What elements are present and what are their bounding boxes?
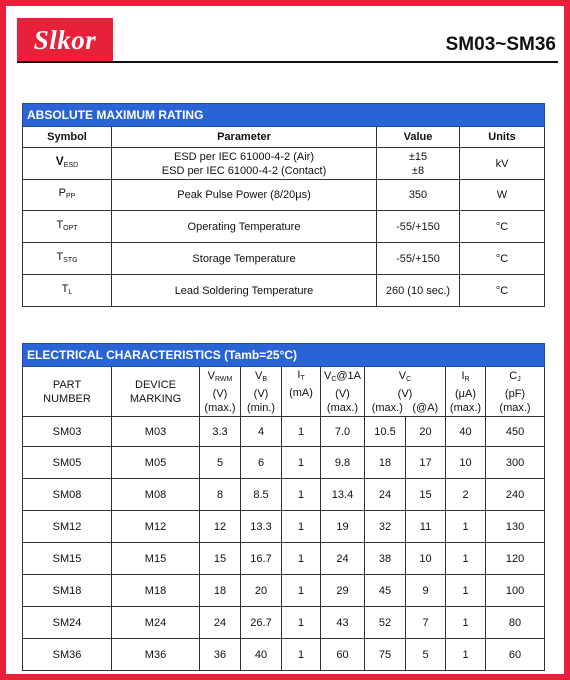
ec-cell-device-marking: M15 <box>112 543 200 575</box>
amr-parameter: Lead Soldering Temperature <box>112 275 377 307</box>
ec-row <box>23 447 545 479</box>
ec-cell-part-number: SM03 <box>23 417 112 447</box>
ec-cell-ir: 40 <box>446 417 486 447</box>
amr-col-units: Units <box>460 127 545 148</box>
amr-value: 350 <box>377 180 460 211</box>
ec-cell-it: 1 <box>282 479 321 511</box>
ec-cell-vc-current: 7 <box>406 607 446 639</box>
ec-cell-vrwm: 3.3 <box>200 417 241 447</box>
amr-row <box>23 180 545 211</box>
ec-cell-vrwm: 5 <box>200 447 241 479</box>
ec-cell-vc-at-1a: 60 <box>321 639 365 671</box>
ec-cell-vrwm: 15 <box>200 543 241 575</box>
ec-cell-ir: 1 <box>446 543 486 575</box>
ec-cell-device-marking: M03 <box>112 417 200 447</box>
ec-cell-part-number: SM05 <box>23 447 112 479</box>
ec-cell-device-marking: M24 <box>112 607 200 639</box>
ec-row <box>23 607 545 639</box>
ec-cell-vb: 20 <box>241 575 282 607</box>
amr-col-parameter: Parameter <box>112 127 377 148</box>
amr-unit: °C <box>460 243 545 275</box>
ec-cell-vc-max: 24 <box>365 479 406 511</box>
amr-unit: kV <box>460 148 545 180</box>
brand-logo: Slkor <box>17 18 113 62</box>
ec-row <box>23 417 545 447</box>
amr-row <box>23 211 545 243</box>
ec-cell-part-number: SM08 <box>23 479 112 511</box>
ec-cell-vc-max: 10.5 <box>365 417 406 447</box>
ec-cell-it: 1 <box>282 543 321 575</box>
ec-cell-ir: 1 <box>446 511 486 543</box>
amr-value: -55/+150 <box>377 243 460 275</box>
ec-cell-it: 1 <box>282 417 321 447</box>
ec-col-vb: $V_B$ (V) (min.) <box>241 367 282 417</box>
ec-cell-it: 1 <box>282 639 321 671</box>
header-divider <box>17 61 558 63</box>
electrical-characteristics-table <box>22 343 545 671</box>
page-title: SM03~SM36 <box>445 34 556 55</box>
ec-cell-vc-current: 20 <box>406 417 446 447</box>
ec-col-vc: $V_C$ (V) (max.) (@A) <box>365 367 446 417</box>
amr-symbol: $T_L$ <box>23 275 112 307</box>
ec-col-cj: $C_J$ (pF) (max.) <box>486 367 545 417</box>
ec-cell-vc-at-1a: 13.4 <box>321 479 365 511</box>
ec-cell-ir: 2 <box>446 479 486 511</box>
ec-cell-device-marking: M36 <box>112 639 200 671</box>
amr-row <box>23 148 545 180</box>
amr-parameter: Peak Pulse Power (8/20μs) <box>112 180 377 211</box>
ec-cell-cj: 120 <box>486 543 545 575</box>
ec-col-device-marking: DEVICE MARKING <box>112 367 200 417</box>
ec-cell-vb: 8.5 <box>241 479 282 511</box>
ec-cell-vc-max: 18 <box>365 447 406 479</box>
ec-col-vrwm: $V_{RWM}$ (V) (max.) <box>200 367 241 417</box>
ec-cell-it: 1 <box>282 511 321 543</box>
ec-col-vc-at-1a: $V_C@1A$ (V) (max.) <box>321 367 365 417</box>
amr-caption: ABSOLUTE MAXIMUM RATING <box>23 104 545 127</box>
amr-value: 260 (10 sec.) <box>377 275 460 307</box>
ec-cell-it: 1 <box>282 447 321 479</box>
ec-cell-vc-at-1a: 9.8 <box>321 447 365 479</box>
amr-row <box>23 243 545 275</box>
ec-cell-vb: 4 <box>241 417 282 447</box>
ec-cell-cj: 130 <box>486 511 545 543</box>
ec-cell-it: 1 <box>282 607 321 639</box>
ec-cell-vb: 40 <box>241 639 282 671</box>
ec-cell-cj: 240 <box>486 479 545 511</box>
ec-cell-ir: 1 <box>446 575 486 607</box>
ec-cell-cj: 60 <box>486 639 545 671</box>
amr-parameter: ESD per IEC 61000-4-2 (Air) ESD per IEC 61000-4-2 (Contact) <box>112 148 377 180</box>
ec-cell-ir: 1 <box>446 639 486 671</box>
ec-row <box>23 479 545 511</box>
ec-cell-vc-max: 45 <box>365 575 406 607</box>
ec-cell-cj: 300 <box>486 447 545 479</box>
amr-symbol: $P_{PP}$ <box>23 180 112 211</box>
ec-cell-vc-current: 5 <box>406 639 446 671</box>
ec-cell-part-number: SM36 <box>23 639 112 671</box>
amr-value: -55/+150 <box>377 211 460 243</box>
ec-cell-cj: 450 <box>486 417 545 447</box>
ec-cell-cj: 100 <box>486 575 545 607</box>
ec-cell-device-marking: M08 <box>112 479 200 511</box>
ec-cell-device-marking: M18 <box>112 575 200 607</box>
ec-cell-ir: 1 <box>446 607 486 639</box>
ec-cell-vrwm: 36 <box>200 639 241 671</box>
amr-col-value: Value <box>377 127 460 148</box>
amr-parameter: Storage Temperature <box>112 243 377 275</box>
amr-value: ±15 ±8 <box>377 148 460 180</box>
ec-cell-vc-max: 32 <box>365 511 406 543</box>
ec-row <box>23 575 545 607</box>
amr-parameter: Operating Temperature <box>112 211 377 243</box>
absolute-maximum-rating-table <box>22 103 545 307</box>
ec-cell-vc-max: 38 <box>365 543 406 575</box>
amr-symbol: $V_{ESD}$ <box>23 148 112 180</box>
amr-unit: °C <box>460 275 545 307</box>
ec-cell-device-marking: M12 <box>112 511 200 543</box>
ec-cell-vb: 6 <box>241 447 282 479</box>
ec-header-row <box>23 367 545 417</box>
ec-cell-vc-current: 9 <box>406 575 446 607</box>
ec-cell-part-number: SM18 <box>23 575 112 607</box>
ec-cell-vb: 26.7 <box>241 607 282 639</box>
ec-cell-part-number: SM12 <box>23 511 112 543</box>
datasheet-page <box>6 6 564 674</box>
ec-col-it: $I_T$ (mA) <box>282 367 321 417</box>
amr-row <box>23 275 545 307</box>
ec-cell-vb: 16.7 <box>241 543 282 575</box>
ec-cell-vc-current: 15 <box>406 479 446 511</box>
ec-cell-it: 1 <box>282 575 321 607</box>
ec-cell-vc-max: 52 <box>365 607 406 639</box>
ec-cell-cj: 80 <box>486 607 545 639</box>
ec-cell-vrwm: 18 <box>200 575 241 607</box>
amr-unit: W <box>460 180 545 211</box>
ec-cell-part-number: SM15 <box>23 543 112 575</box>
amr-symbol: $T_{OPT}$ <box>23 211 112 243</box>
ec-cell-vb: 13.3 <box>241 511 282 543</box>
ec-cell-vrwm: 8 <box>200 479 241 511</box>
ec-col-ir: $I_R$ (μA) (max.) <box>446 367 486 417</box>
ec-row <box>23 543 545 575</box>
ec-cell-vc-at-1a: 7.0 <box>321 417 365 447</box>
ec-caption: ELECTRICAL CHARACTERISTICS (Tamb=25°C) <box>23 344 545 367</box>
ec-cell-vc-current: 10 <box>406 543 446 575</box>
ec-cell-device-marking: M05 <box>112 447 200 479</box>
ec-row <box>23 639 545 671</box>
ec-cell-vrwm: 12 <box>200 511 241 543</box>
ec-cell-ir: 10 <box>446 447 486 479</box>
ec-cell-part-number: SM24 <box>23 607 112 639</box>
ec-cell-vc-at-1a: 43 <box>321 607 365 639</box>
ec-cell-vc-current: 11 <box>406 511 446 543</box>
ec-col-part-number: PART NUMBER <box>23 367 112 417</box>
ec-cell-vc-max: 75 <box>365 639 406 671</box>
ec-cell-vc-at-1a: 29 <box>321 575 365 607</box>
ec-cell-vc-at-1a: 19 <box>321 511 365 543</box>
amr-unit: °C <box>460 211 545 243</box>
ec-cell-vc-current: 17 <box>406 447 446 479</box>
ec-cell-vrwm: 24 <box>200 607 241 639</box>
amr-col-symbol: Symbol <box>23 127 112 148</box>
ec-cell-vc-at-1a: 24 <box>321 543 365 575</box>
ec-row <box>23 511 545 543</box>
amr-symbol: $T_{STG}$ <box>23 243 112 275</box>
